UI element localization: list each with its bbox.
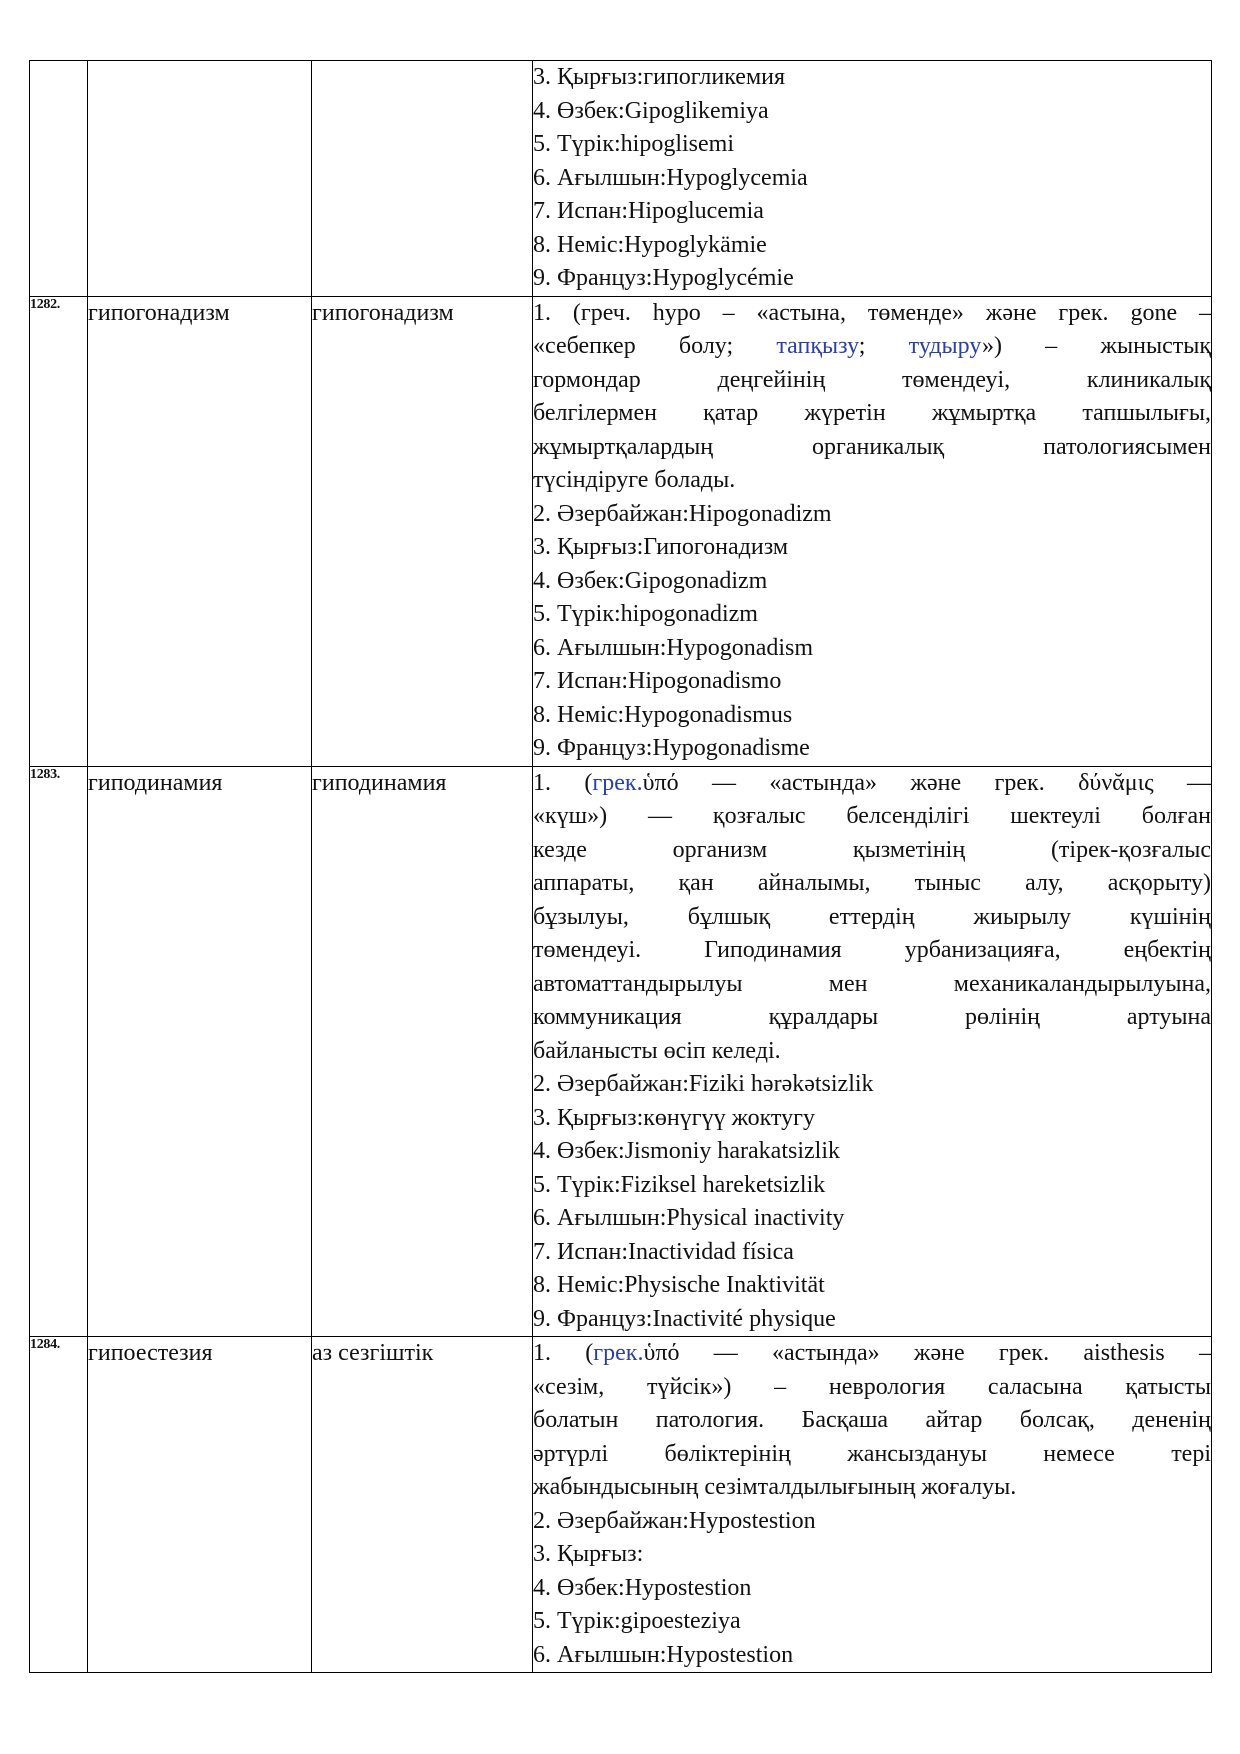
definition-line: 1. (греч. hypo – «астына, төменде» және грек. gone –	[533, 299, 1211, 326]
definition-line: гормондар деңгейінің төмендеуі, клиникалық	[533, 366, 1211, 393]
definition-line	[533, 330, 1211, 364]
definition-paragraph	[533, 767, 1211, 1069]
definition-text: «себепкер болу;	[533, 333, 777, 359]
definition-link[interactable]: грек.	[593, 1340, 644, 1366]
entry-definition-cell	[533, 61, 1212, 297]
entry-number: 1283.	[30, 766, 88, 1337]
definition-line	[533, 1337, 1211, 1371]
language-line: 6. Ағылшын:Physical inactivity	[533, 1205, 845, 1231]
entry-term	[88, 61, 312, 297]
definition-link[interactable]: тапқызу	[776, 333, 859, 359]
language-line: 5. Түрік:gipoesteziya	[533, 1608, 741, 1634]
definition-line: төмендеуі. Гиподинамия урбанизацияға, еңбектің	[533, 937, 1211, 963]
entry-definition-cell	[533, 1337, 1212, 1673]
definition-text: 1. (	[533, 1340, 594, 1366]
definition-line: жұмыртқалардың органикалық патологиясымен	[533, 433, 1211, 460]
language-line: 4. Өзбек:Hypostestion	[533, 1574, 752, 1601]
dictionary-table	[29, 60, 1212, 1673]
definition-line: «сезім, түйсік») – неврология саласына қатысты	[533, 1373, 1211, 1400]
definition-line: «күш») — қозғалыс белсенділігі шектеулі болған	[533, 803, 1211, 829]
definition-line: жабындысының сезімталдылығының жоғалуы.	[533, 1474, 1017, 1500]
definition-link[interactable]: тудыру	[908, 333, 982, 359]
language-line: 9. Француз:Inactivité physique	[533, 1305, 836, 1332]
language-line: 9. Француз:Hypoglycémie	[533, 265, 794, 291]
language-line: 2. Әзербайжан:Hypostestion	[533, 1507, 816, 1534]
table-row	[30, 61, 1212, 297]
entry-definition-cell	[533, 766, 1212, 1337]
language-line: 5. Түрік:Fiziksel hareketsizlik	[533, 1171, 826, 1198]
language-line: 2. Әзербайжан:Hipogonadizm	[533, 500, 832, 527]
definition-line: әртүрлі бөліктерінің жансыздануы немесе тері	[533, 1440, 1211, 1467]
definition-line: болатын патология. Басқаша айтар болсақ, дененің	[533, 1407, 1211, 1433]
language-line: 4. Өзбек:Gipogonadizm	[533, 567, 768, 594]
language-line: 9. Француз:Hypogonadisme	[533, 735, 810, 761]
definition-text: ὑπό — «астында» және грек. aisthesis –	[643, 1340, 1211, 1366]
language-line: 3. Қырғыз:Гипогонадизм	[533, 534, 789, 560]
entry-term: гиподинамия	[88, 766, 312, 1337]
language-line: 8. Неміс:Hypoglykämie	[533, 231, 767, 258]
definition-text: ;	[858, 333, 909, 359]
language-line: 4. Өзбек:Gipoglikemiya	[533, 97, 769, 124]
language-line: 6. Ағылшын:Hypoglycemia	[533, 164, 808, 191]
entry-translation: гипогонадизм	[312, 296, 533, 766]
language-line: 2. Әзербайжан:Fiziki hərəkətsizlik	[533, 1071, 874, 1097]
language-line: 3. Қырғыз:гипогликемия	[533, 64, 786, 90]
definition-paragraph	[533, 297, 1211, 498]
entry-number: 1282.	[30, 296, 88, 766]
entry-definition-cell	[533, 296, 1212, 766]
entry-translation: гиподинамия	[312, 766, 533, 1337]
table-row	[30, 766, 1212, 1337]
definition-text: 1. (	[533, 769, 593, 796]
entry-number: 1284.	[30, 1337, 88, 1673]
entry-translation	[312, 61, 533, 297]
language-line: 6. Ағылшын:Hypogonadism	[533, 634, 814, 661]
definition-line	[533, 767, 1211, 801]
definition-line: кезде организм қызметінің (тірек-қозғалыс	[533, 836, 1211, 863]
definition-line: түсіндіруге болады.	[533, 467, 736, 493]
definition-line: автоматтандырылуы мен механикаландырылуына,	[533, 970, 1211, 997]
entry-translation: аз сезгіштік	[312, 1337, 533, 1673]
definition-text: ») – жыныстық	[981, 333, 1211, 359]
entry-number	[30, 61, 88, 297]
table-row	[30, 1337, 1212, 1673]
language-line: 5. Түрік:hipogonadizm	[533, 601, 758, 627]
language-line: 7. Испан:Hipogonadismo	[533, 668, 782, 694]
definition-line: байланысты өсіп келеді.	[533, 1037, 781, 1064]
language-line: 5. Түрік:hipoglisemi	[533, 131, 734, 157]
definition-line: бұзылуы, бұлшық еттердің жиырылу күшінің	[533, 903, 1211, 930]
language-line: 3. Қырғыз:көнүгүү жоктугу	[533, 1104, 815, 1131]
definition-line: коммуникация құралдары рөлінің артуына	[533, 1004, 1211, 1030]
entry-term: гипоестезия	[88, 1337, 312, 1673]
language-line: 7. Испан:Inactividad física	[533, 1238, 794, 1265]
definition-line: белгілермен қатар жүретін жұмыртқа тапшылығы,	[533, 400, 1211, 426]
language-line: 6. Ағылшын:Hypostestion	[533, 1641, 794, 1668]
language-line: 7. Испан:Hipoglucemia	[533, 198, 764, 224]
definition-line: аппараты, қан айналымы, тыныс алу, асқорыту)	[533, 870, 1211, 896]
entry-term: гипогонадизм	[88, 296, 312, 766]
definition-paragraph	[533, 1337, 1211, 1505]
language-line: 8. Неміс:Physische Inaktivität	[533, 1272, 825, 1298]
language-line: 3. Қырғыз:	[533, 1541, 644, 1567]
definition-text: ὑπό — «астында» және грек. δύνᾰμις —	[642, 769, 1211, 796]
definition-link[interactable]: грек.	[592, 769, 643, 796]
language-line: 4. Өзбек:Jismoniy harakatsizlik	[533, 1138, 840, 1164]
language-line: 8. Неміс:Hypogonadismus	[533, 701, 793, 728]
table-row	[30, 296, 1212, 766]
